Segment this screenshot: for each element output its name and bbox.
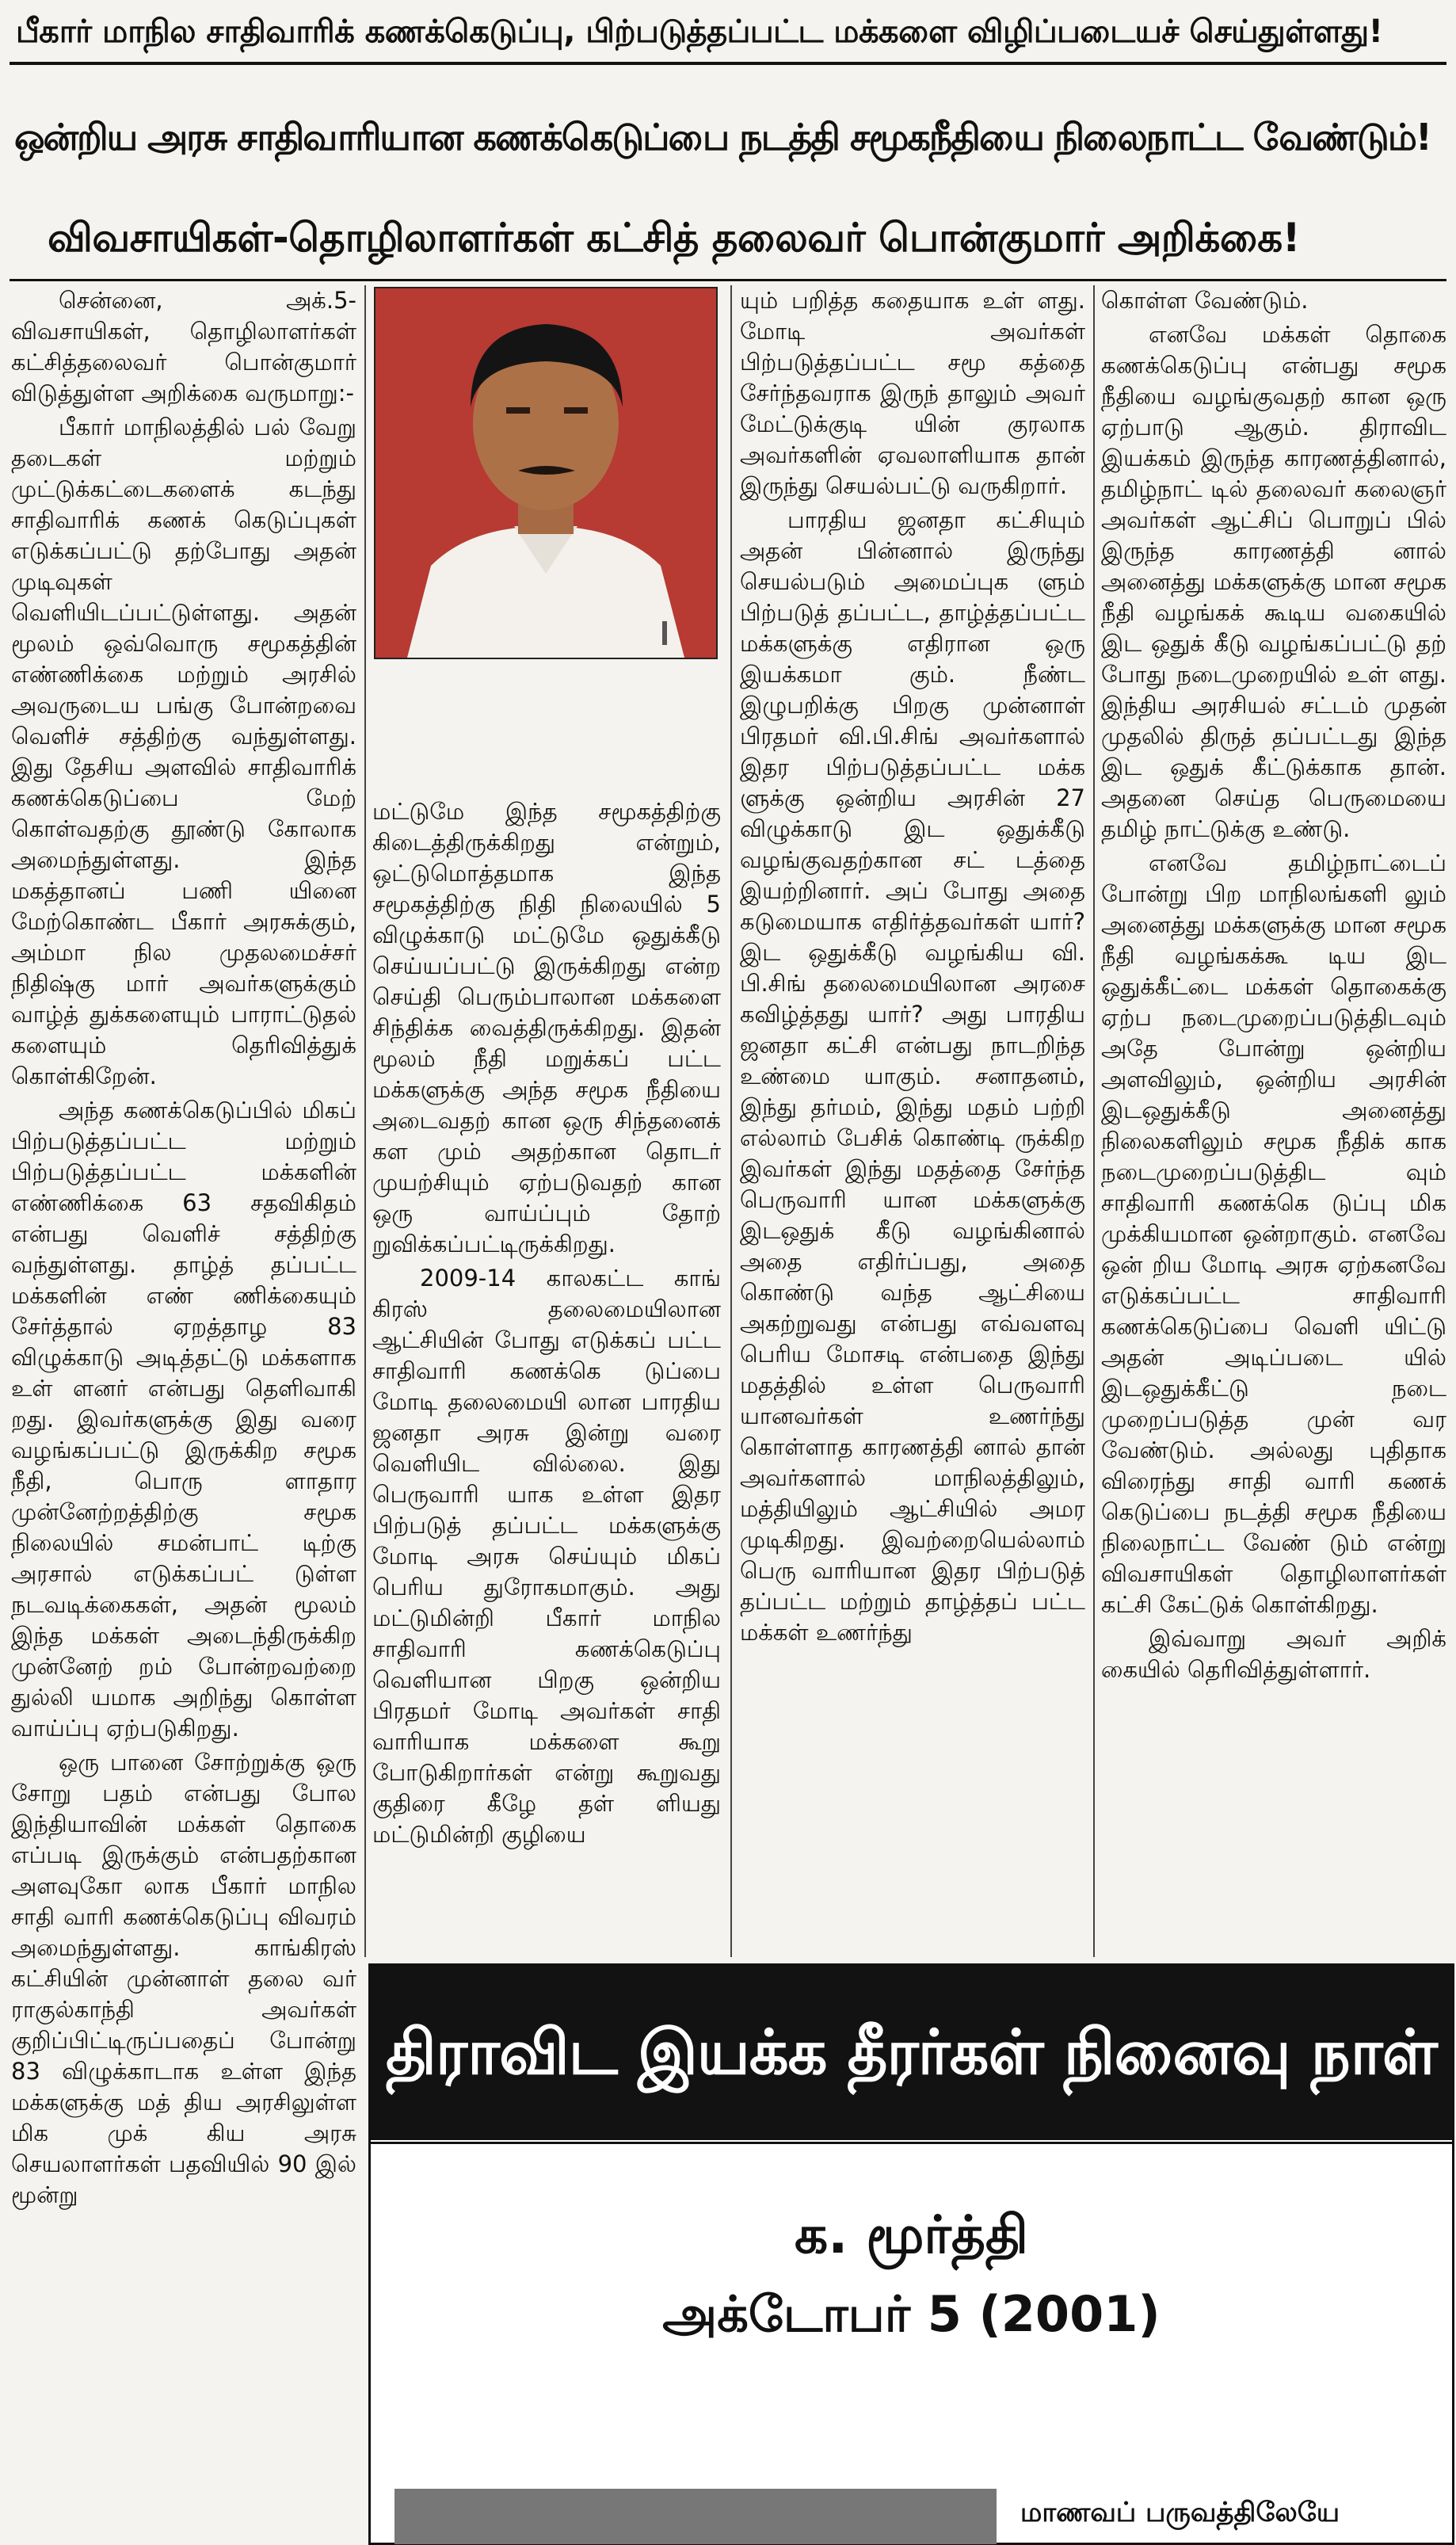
portrait-photo [374,287,718,659]
divider [371,2142,1452,2144]
memorial-box [368,1963,1454,2545]
article-paragraph: இவ்வாறு அவர் அறிக் கையில் தெரிவித்துள்ளார். [1101,1625,1446,1683]
memorial-text: மாணவப் பருவத்திலேயே [1020,2497,1340,2528]
divider [10,279,1446,281]
memorial-title: திராவிட இயக்க தீரர்கள் நினைவு நாள் [371,1966,1452,2140]
kicker-headline: பீகார் மாநில சாதிவாரிக் கணக்கெடுப்பு, பிற்படுத்தப்பட்ட மக்களை விழிப்படையச் செய்துள்ளது! [16,13,1383,50]
article-column-4 [1101,285,1446,1941]
column-rule [730,285,732,1957]
article-column-3 [740,285,1085,1941]
article-paragraph: சென்னை, அக்.5- விவசாயிகள், தொழிலாளர்கள் கட்சித்தலைவர் பொன்குமார் விடுத்துள்ள அறிக்கை வருமாறு:- [11,287,356,406]
article-paragraph: 2009-14 காலகட்ட காங் கிரஸ் தலைமையிலான ஆட்சியின் போது எடுக்கப் பட்ட சாதிவாரி கணக்கெ டுப்பை மோடி தலைமையி லான பாரதிய ஜனதா அரசு இன்று வரை வெளியிட வில்லை. இது பெருவாரி யாக உள்ள இதர பிற்படுத் தப்பட்ட மக்களுக்கு மோடி அரசு செய்யும் மிகப் பெரிய துரோகமாகும். அது மட்டுமின்றி பீகார் மாநில சாதிவாரி கணக்கெடுப்பு வெளியான பிறகு ஒன்றிய பிரதமர் மோடி அவர்கள் சாதி வாரியாக மக்களை கூறு போடுகிறார்கள் என்று கூறுவது குதிரை கீழே தள் ளியது மட்டுமின்றி குழியை [372,1265,721,1848]
article-paragraph: யும் பறித்த கதையாக உள் ளது. மோடி அவர்கள் பிற்படுத்தப்பட்ட சமூ கத்தை சேர்ந்தவராக இருந் தாலும் அவர் மேட்டுக்குடி யின் குரலாக அவர்களின் ஏவலாளியாக தான் இருந்து செயல்பட்டு வருகிறார். [740,287,1085,499]
article-column-2 [372,796,721,1848]
sub-headline: விவசாயிகள்-தொழிலாளர்கள் கட்சித் தலைவர் பொன்குமார் அறிக்கை! [48,215,1301,261]
column-rule [1093,285,1095,1957]
article-paragraph: பீகார் மாநிலத்தில் பல் வேறு தடைகள் மற்றும் முட்டுக்கட்டைகளைக் கடந்து சாதிவாரிக் கணக் கெடுப்புகள் எடுக்கப்பட்டு தற்போது அதன் முடிவுகள் வெளியிடப்பட்டுள்ளது. அதன் மூலம் ஒவ்வொரு சமூகத்தின் எண்ணிக்கை மற்றும் அரசில் அவருடைய பங்கு போன்றவை வெளிச் சத்திற்கு வந்துள்ளது. இது தேசிய அளவில் சாதிவாரிக் கணக்கெடுப்பை மேற் கொள்வதற்கு தூண்டு கோலாக அமைந்துள்ளது. இந்த மகத்தானப் பணி யினை மேற்கொண்ட பீகார் அரசுக்கும், அம்மா நில முதலமைச்சர் நிதிஷ்கு மார் அவர்களுக்கும் வாழ்த் துக்களையும் பாராட்டுதல் களையும் தெரிவித்துக் கொள்கிறேன். [11,414,356,1089]
article-paragraph: ஒரு பானை சோற்றுக்கு ஒரு சோறு பதம் என்பது போல இந்தியாவின் மக்கள் தொகை எப்படி இருக்கும் என்பதற்கான அளவுகோ லாக பீகார் மாநில சாதி வாரி கணக்கெடுப்பு விவரம் அமைந்துள்ளது. காங்கிரஸ் கட்சியின் முன்னாள் தலை வர் ராகுல்காந்தி அவர்கள் குறிப்பிட்டிருப்பதைப் போன்று 83 விழுக்காடாக உள்ள இந்த மக்களுக்கு மத் திய அரசிலுள்ள மிக முக் கிய அரசு செயலாளர்கள் பதவியில் 90 இல் மூன்று [11,1749,356,2208]
memorial-date: அக்டோபர் 5 (2001) [662,2285,1161,2343]
article-paragraph: அந்த கணக்கெடுப்பில் மிகப் பிற்படுத்தப்பட்ட மற்றும் பிற்படுத்தப்பட்ட மக்களின் எண்ணிக்கை 63 சதவிகிதம் என்பது வெளிச் சத்திற்கு வந்துள்ளது. தாழ்த் தப்பட்ட மக்களின் எண் ணிக்கையும் சேர்த்தால் ஏறத்தாழ 83 விழுக்காடு அடித்தட்டு மக்களாக உள் ளனர் என்பது தெளிவாகி றது. இவர்களுக்கு இது வரை வழங்கப்பட்டு இருக்கிற சமூக நீதி, பொரு ளாதார முன்னேற்றத்திற்கு சமூக நிலையில் சமன்பாட் டிற்கு அரசால் எடுக்கப்பட் டுள்ள நடவடிக்கைகள், அதன் மூலம் இந்த மக்கள் அடைந்திருக்கிற முன்னேற் றம் போன்றவற்றை துல்லி யமாக அறிந்து கொள்ள வாய்ப்பு ஏற்படுகிறது. [11,1097,356,1742]
article-paragraph: எனவே மக்கள் தொகை கணக்கெடுப்பு என்பது சமூக நீதியை வழங்குவதற் கான ஒரு ஏற்பாடு ஆகும். திராவிட இயக்கம் இருந்த காரணத்தினால், தமிழ்நாட் டில் தலைவர் கலைஞர் அவர்கள் ஆட்சிப் பொறுப் பில் இருந்த காரணத்தி னால் அனைத்து மக்களுக்கு மான சமூக நீதி வழங்கக் கூடிய வகையில் இட ஒதுக் கீடு வழங்கப்பட்டு தற் போது நடைமுறையில் உள் ளது. இந்திய அரசியல் சட்டம் முதன் முதலில் திருத் தப்பட்டது இந்த இட ஒதுக் கீட்டுக்காக தான். அதனை செய்த பெருமையை தமிழ் நாட்டுக்கு உண்டு. [1101,321,1446,842]
column-rule [364,285,366,1957]
memorial-name: க. மூர்த்தி [795,2204,1028,2265]
article-column-1 [11,285,356,2535]
main-headline: ஒன்றிய அரசு சாதிவாரியான கணக்கெடுப்பை நடத்தி சமூகநீதியை நிலைநாட்ட வேண்டும்! [14,116,1431,158]
article-paragraph: கொள்ள வேண்டும். [1101,287,1309,314]
article-paragraph: எனவே தமிழ்நாட்டைப் போன்று பிற மாநிலங்களி லும் அனைத்து மக்களுக்கு மான சமூக நீதி வழங்கக்கூ டிய இட ஒதுக்கீட்டை மக்கள் தொகைக்கு ஏற்ப நடைமுறைப்படுத்திடவும் அதே போன்று ஒன்றிய அளவிலும், ஒன்றிய அரசின் இடஒதுக்கீடு அனைத்து நிலைகளிலும் சமூக நீதிக் காக நடைமுறைப்படுத்திட வும் சாதிவாரி கணக்கெ டுப்பு மிக முக்கியமான ஒன்றாகும். எனவே ஒன் றிய மோடி அரசு ஏற்கனவே எடுக்கப்பட்ட சாதிவாரி கணக்கெடுப்பை வெளி யிட்டு அதன் அடிப்படை யில் இடஒதுக்கீட்டு நடை முறைப்படுத்த முன் வர வேண்டும். அல்லது புதிதாக விரைந்து சாதி வாரி கணக் கெடுப்பை நடத்தி சமூக நீதியை நிலைநாட்ட வேண் டும் என்று விவசாயிகள் தொழிலாளர்கள் கட்சி கேட்டுக் கொள்கிறது. [1101,849,1446,1618]
divider [10,62,1446,65]
photo-placeholder [394,2489,997,2544]
article-paragraph: பாரதிய ஜனதா கட்சியும் அதன் பின்னால் இருந்து செயல்படும் அமைப்புக ளும் பிற்படுத் தப்பட்ட, தாழ்த்தப்பட்ட மக்களுக்கு எதிரான ஒரு இயக்கமா கும். நீண்ட இழுபறிக்கு பிறகு முன்னாள் பிரதமர் வி.பி.சிங் அவர்களால் இதர பிற்படுத்தப்பட்ட மக்க ளுக்கு ஒன்றிய அரசின் 27 விழுக்காடு இட ஒதுக்கீடு வழங்குவதற்கான சட் டத்தை இயற்றினார். அப் போது அதை கடுமையாக எதிர்த்தவர்கள் யார்? இட ஒதுக்கீடு வழங்கிய வி. பி.சிங் தலைமையிலான அரசை கவிழ்த்தது யார்? அது பாரதிய ஜனதா கட்சி என்பது நாடறிந்த உண்மை யாகும். சனாதனம், இந்து தர்மம், இந்து மதம் பற்றி எல்லாம் பேசிக் கொண்டி ருக்கிற இவர்கள் இந்து மதத்தை சேர்ந்த பெருவாரி யான மக்களுக்கு இடஒதுக் கீடு வழங்கினால் அதை எதிர்ப்பது, அதை கொண்டு வந்த ஆட்சியை அகற்றுவது என்பது எவ்வளவு பெரிய மோசடி என்பதை இந்து மதத்தில் உள்ள பெருவாரி யானவர்கள் உணர்ந்து கொள்ளாத காரணத்தி னால் தான் அவர்களால் மாநிலத்திலும், மத்தியிலும் ஆட்சியில் அமர முடிகிறது. இவற்றையெல்லாம் பெரு வாரியான இதர பிற்படுத் தப்பட்ட மற்றும் தாழ்த்தப் பட்ட மக்கள் உணர்ந்து [740,506,1085,1646]
article-paragraph: மட்டுமே இந்த சமூகத்திற்கு கிடைத்திருக்கிறது என்றும், ஒட்டுமொத்தமாக இந்த சமூகத்திற்கு நிதி நிலையில் 5 விழுக்காடு மட்டுமே ஒதுக்கீடு செய்யப்பட்டு இருக்கிறது என்ற செய்தி பெரும்பாலான மக்களை சிந்திக்க வைத்திருக்கிறது. இதன் மூலம் நீதி மறுக்கப் பட்ட மக்களுக்கு அந்த சமூக நீதியை அடைவதற் கான ஒரு சிந்தனைக் கள மும் அதற்கான தொடர் முயற்சியும் ஏற்படுவதற் கான ஒரு வாய்ப்பும் தோற் றுவிக்கப்பட்டிருக்கிறது. [372,798,721,1257]
